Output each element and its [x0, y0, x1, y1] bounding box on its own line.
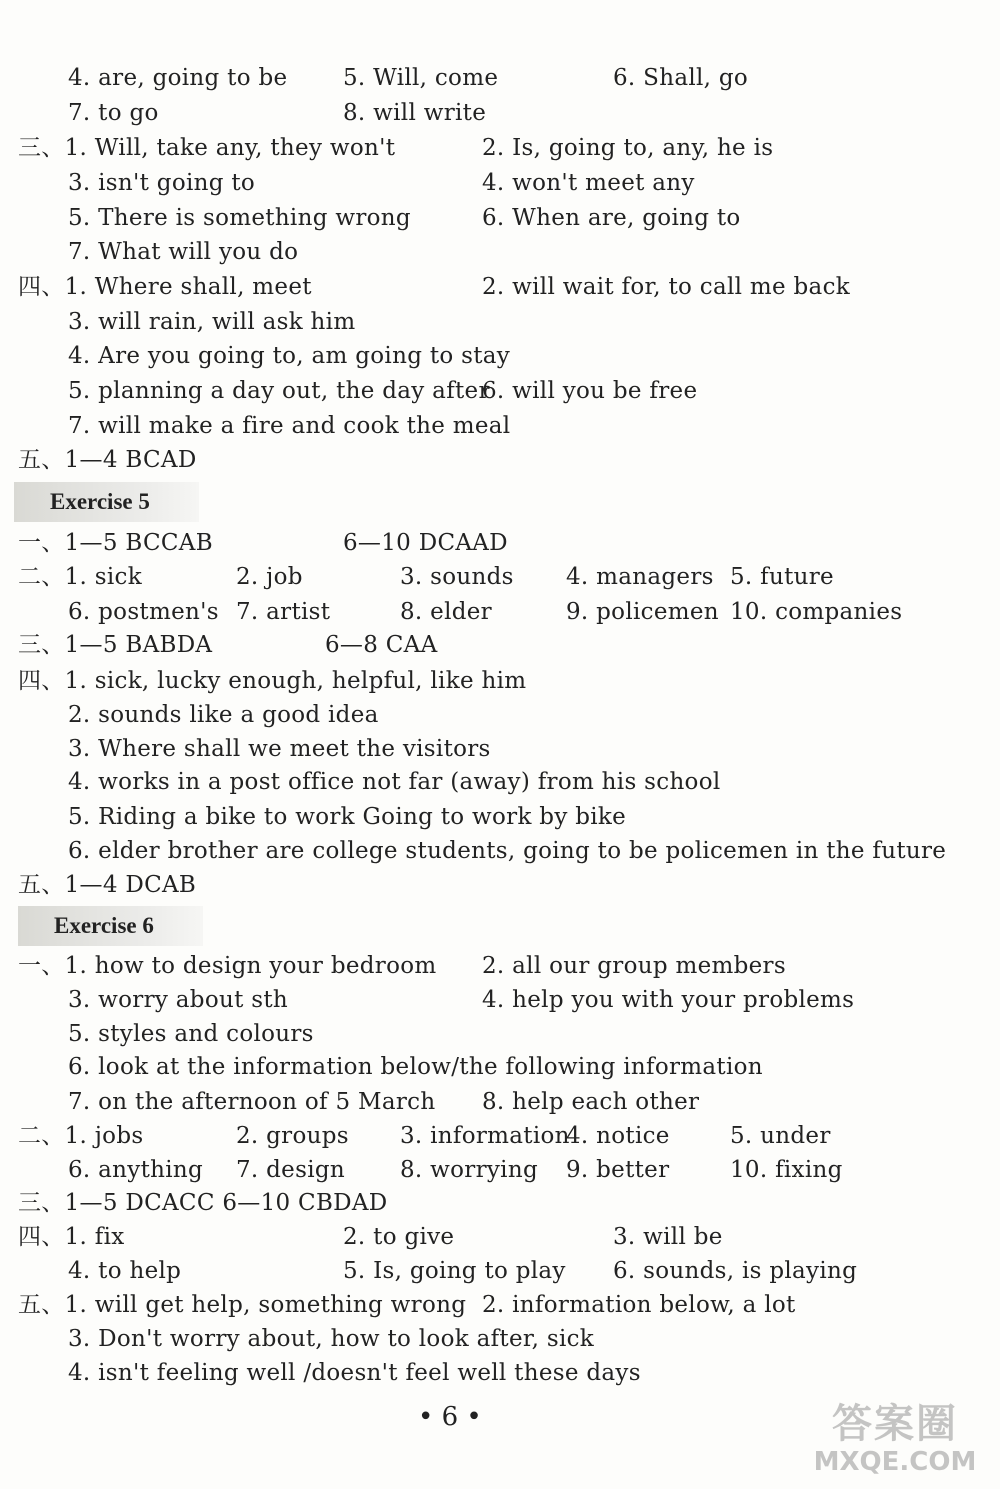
answer-item: 4. works in a post office not far (away) from his school [68, 769, 721, 795]
answer-item: 3. sounds [400, 564, 514, 590]
answer-item: 3. isn't going to [68, 170, 256, 196]
answer-item: 8. worrying [400, 1157, 538, 1183]
answer-item: 2. job [236, 564, 303, 590]
answer-item: 10. fixing [730, 1157, 843, 1183]
answer-item: 3. will rain, will ask him [68, 309, 356, 335]
exercise-5-header [14, 482, 199, 522]
answer-item: 四、1. fix [18, 1224, 125, 1250]
answer-item: 6—8 CAA [325, 632, 438, 658]
answer-item: 4. won't meet any [482, 170, 695, 196]
answer-item: 5. planning a day out, the day after [68, 378, 490, 404]
answer-item: 6. postmen's [68, 599, 219, 625]
answer-item: 一、1. how to design your bedroom [18, 953, 437, 979]
answer-item: 五、1—4 BCAD [18, 447, 197, 473]
answer-item: 8. will write [343, 100, 487, 126]
answer-item: 6—10 DCAAD [343, 530, 508, 556]
answer-item: 4. managers [566, 564, 714, 590]
answer-item: 3. information [400, 1123, 570, 1149]
answer-item: 5. There is something wrong [68, 205, 411, 231]
answer-item: 三、1—5 BABDA [18, 632, 213, 658]
answer-item: 7. to go [68, 100, 159, 126]
answer-item: 3. will be [613, 1224, 723, 1250]
answer-item: 6. anything [68, 1157, 204, 1183]
answer-item: 2. groups [236, 1123, 349, 1149]
answer-item: 5. Is, going to play [343, 1258, 566, 1284]
answer-item: 二、1. jobs [18, 1123, 144, 1149]
page-number: • 6 • [418, 1402, 482, 1432]
answer-item: 4. are, going to be [68, 65, 288, 91]
exercise-5-title: Exercise 5 [50, 489, 150, 514]
answer-item: 4. isn't feeling well /doesn't feel well these days [68, 1360, 641, 1386]
answer-item: 9. policemen [566, 599, 719, 625]
answer-item: 4. Are you going to, am going to stay [68, 343, 511, 369]
answer-item: 8. help each other [482, 1089, 700, 1115]
answer-item: 3. Don't worry about, how to look after, sick [68, 1326, 595, 1352]
exercise-6-title: Exercise 6 [54, 913, 154, 938]
answer-item: 4. notice [566, 1123, 670, 1149]
answer-item: 2. information below, a lot [482, 1292, 796, 1318]
answer-item: 2. sounds like a good idea [68, 702, 379, 728]
answer-item: 5. Will, come [343, 65, 499, 91]
answer-item: 6. elder brother are college students, going to be policemen in the future [68, 838, 947, 864]
answer-item: 5. future [730, 564, 834, 590]
answer-item: 5. under [730, 1123, 831, 1149]
answer-item: 10. companies [730, 599, 903, 625]
answer-item: 6. sounds, is playing [613, 1258, 858, 1284]
answer-item: 三、1—5 DCACC 6—10 CBDAD [18, 1190, 388, 1216]
watermark-line2: MXQE.COM [813, 1447, 977, 1477]
answer-item: 4. help you with your problems [482, 987, 855, 1013]
answer-item: 6. Shall, go [613, 65, 749, 91]
exercise-6-header [18, 906, 203, 946]
answer-item: 5. Riding a bike to work Going to work by bike [68, 804, 627, 830]
answer-item: 7. design [236, 1157, 345, 1183]
answer-item: 四、1. Where shall, meet [18, 274, 312, 300]
answer-item: 二、1. sick [18, 564, 142, 590]
answer-item: 4. to help [68, 1258, 182, 1284]
answer-item: 8. elder [400, 599, 492, 625]
answer-item: 6. will you be free [482, 378, 698, 404]
answer-item: 2. Is, going to, any, he is [482, 135, 774, 161]
answer-item: 6. look at the information below/the following information [68, 1054, 763, 1080]
answer-item: 2. all our group members [482, 953, 786, 979]
answer-item: 五、1. will get help, something wrong [18, 1292, 467, 1318]
answer-item: 五、1—4 DCAB [18, 872, 197, 898]
answer-item: 7. will make a fire and cook the meal [68, 413, 511, 439]
answer-item: 四、1. sick, lucky enough, helpful, like him [18, 668, 527, 694]
answer-item: 三、1. Will, take any, they won't [18, 135, 396, 161]
answer-item: 一、1—5 BCCAB [18, 530, 213, 556]
answer-item: 7. on the afternoon of 5 March [68, 1089, 436, 1115]
answer-item: 3. worry about sth [68, 987, 288, 1013]
answer-item: 5. styles and colours [68, 1021, 314, 1047]
answer-item: 2. will wait for, to call me back [482, 274, 850, 300]
answer-item: 9. better [566, 1157, 670, 1183]
watermark-logo [800, 1401, 990, 1481]
answer-item: 7. artist [236, 599, 331, 625]
answer-item: 3. Where shall we meet the visitors [68, 736, 491, 762]
answer-item: 2. to give [343, 1224, 455, 1250]
watermark-line1: 答案圈 [832, 1401, 958, 1447]
answer-item: 6. When are, going to [482, 205, 741, 231]
answer-item: 7. What will you do [68, 239, 299, 265]
